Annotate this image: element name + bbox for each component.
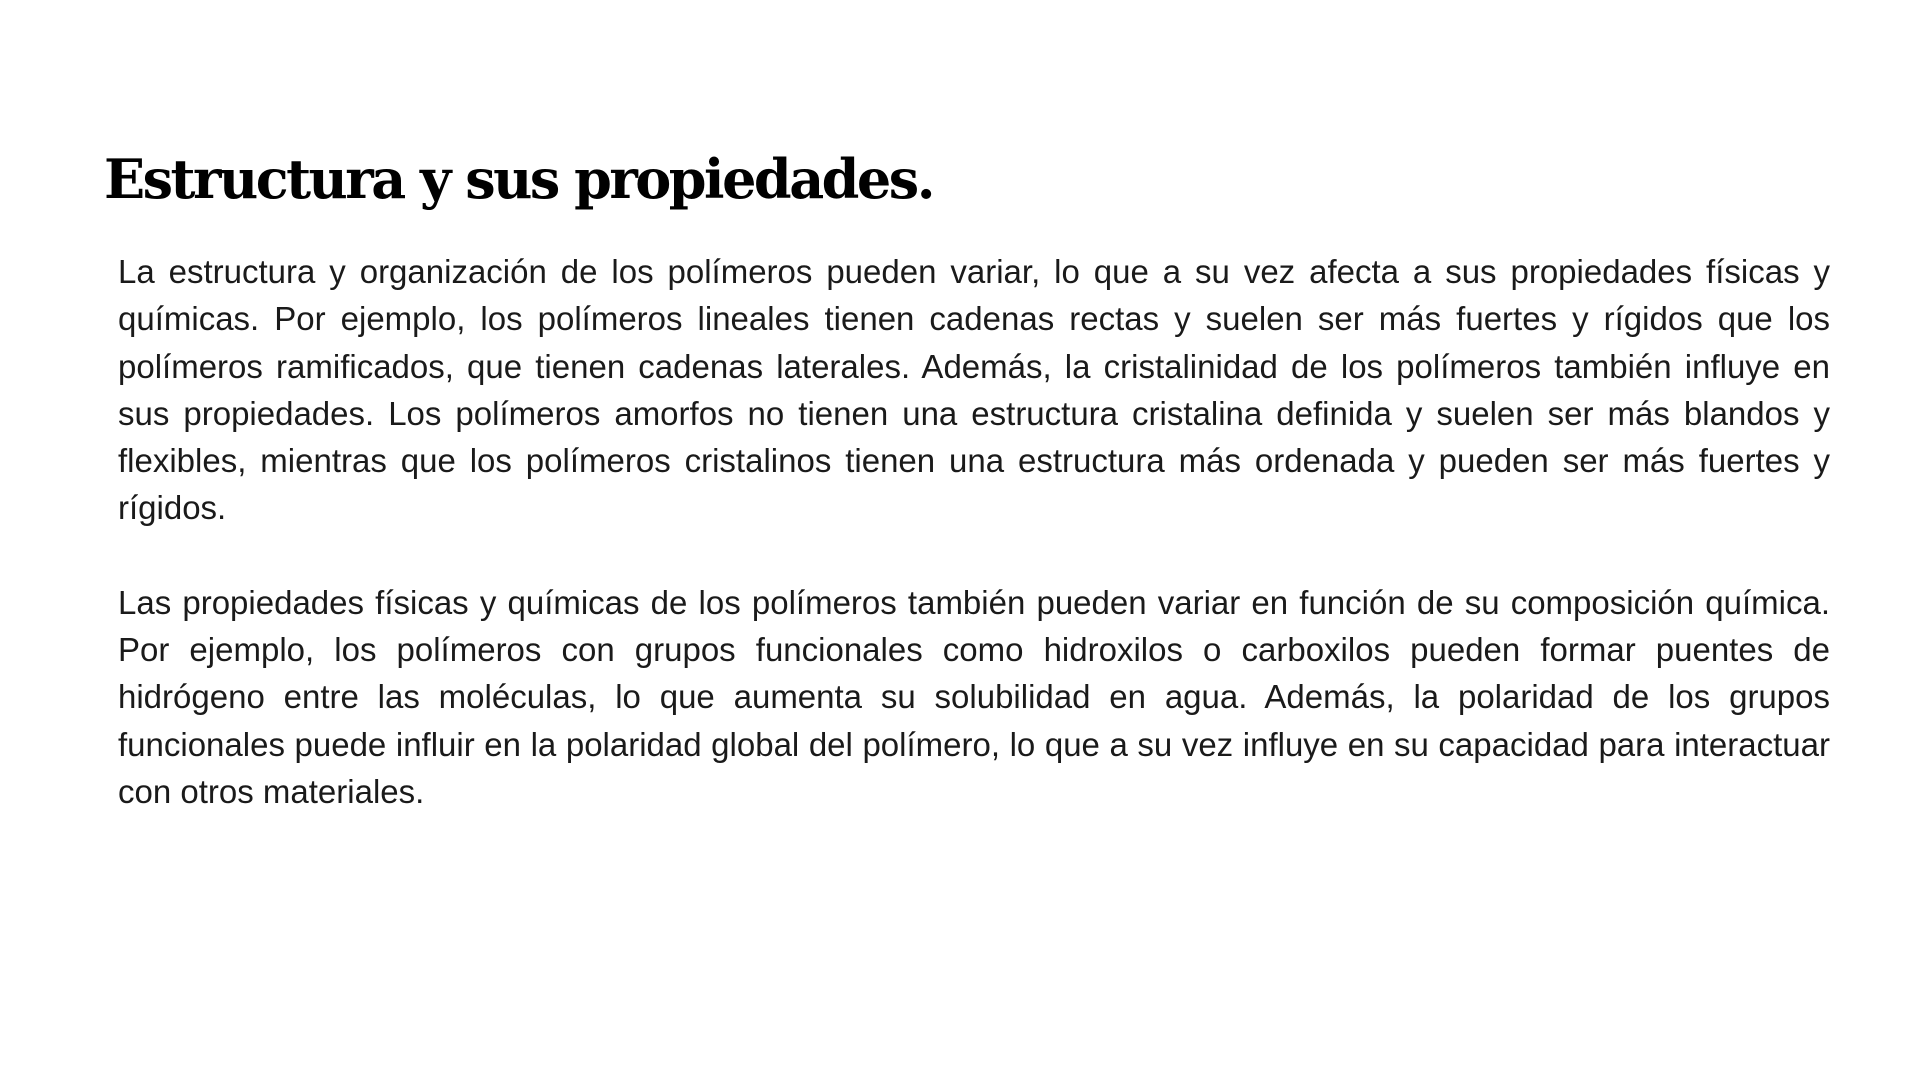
slide-body (118, 248, 1830, 815)
body-paragraph-2: Las propiedades físicas y químicas de los polímeros también pueden variar en función de su composición química. Por ejemplo, los polímeros con grupos funcionales como hidroxilos o carboxilos pueden formar puentes de hidrógeno entre las moléculas, lo que aumenta su solubilidad en agua. Además, la polaridad de los grupos funcionales puede influir en la polaridad global del polímero, lo que a su vez influye en su capacidad para interactuar con otros materiales. (118, 583, 1830, 810)
body-paragraph-1: La estructura y organización de los polímeros pueden variar, lo que a su vez afecta a sus propiedades físicas y químicas. Por ejemplo, los polímeros lineales tienen cadenas rectas y suelen ser más fuertes y rígidos que los polímeros ramificados, que tienen cadenas laterales. Además, la cristalinidad de los polímeros también influye en sus propiedades. Los polímeros amorfos no tienen una estructura cristalina definida y suelen ser más blandos y flexibles, mientras que los polímeros cristalinos tienen una estructura más ordenada y pueden ser más fuertes y rígidos. (118, 253, 1830, 527)
slide-title: Estructura y sus propiedades. (104, 147, 933, 211)
